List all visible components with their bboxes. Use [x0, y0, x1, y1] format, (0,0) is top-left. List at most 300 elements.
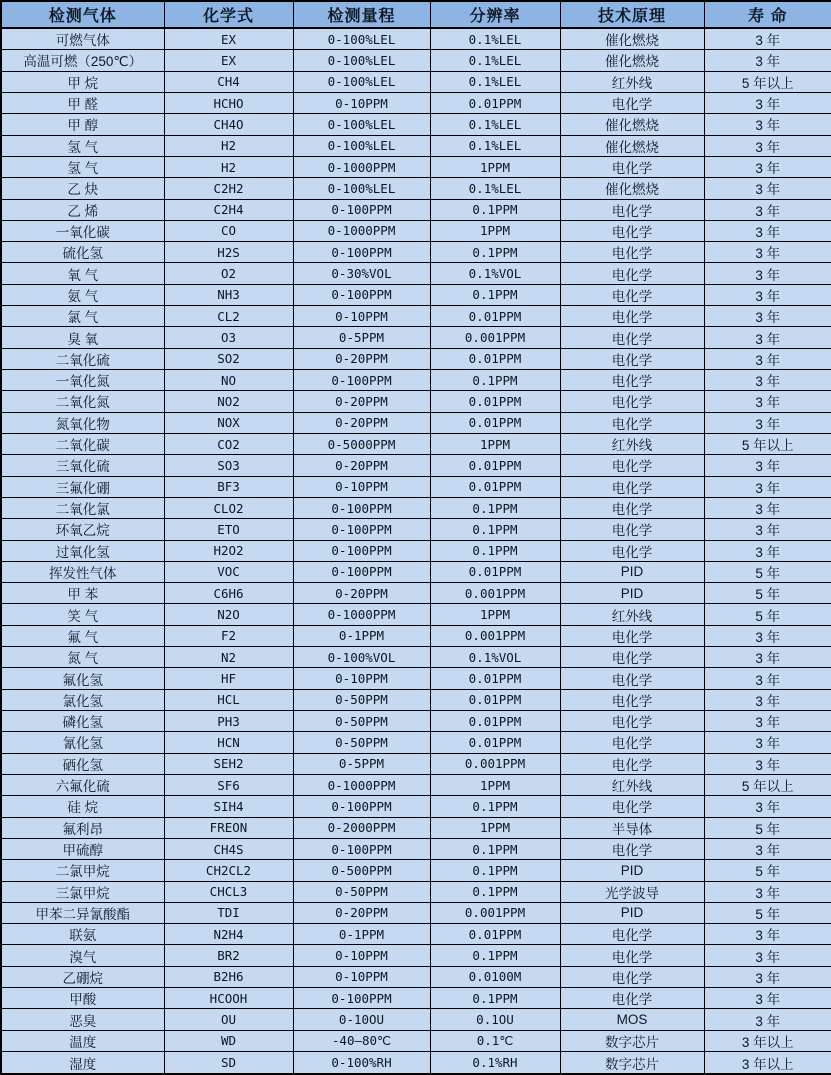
cell-gas-name: 氰化氢	[1, 732, 164, 753]
table-row	[1, 199, 831, 220]
cell-lifespan: 3 年	[704, 945, 831, 966]
cell-resolution: 0.1PPM	[430, 881, 560, 902]
cell-lifespan: 5 年	[704, 902, 831, 923]
cell-lifespan: 3 年	[704, 966, 831, 987]
cell-detection-range: 0-5000PPM	[293, 433, 430, 454]
cell-technology: 电化学	[560, 263, 704, 284]
table-row	[1, 50, 831, 71]
cell-lifespan: 3 年	[704, 753, 831, 774]
cell-gas-name: 联氨	[1, 924, 164, 945]
table-row	[1, 370, 831, 391]
table-row	[1, 966, 831, 987]
cell-technology: 催化燃烧	[560, 50, 704, 71]
cell-gas-name: 湿度	[1, 1052, 164, 1074]
table-row	[1, 114, 831, 135]
cell-lifespan: 3 年	[704, 178, 831, 199]
cell-lifespan: 3 年	[704, 476, 831, 497]
cell-gas-name: 甲 烷	[1, 71, 164, 92]
table-row	[1, 945, 831, 966]
table-row	[1, 902, 831, 923]
cell-technology: 电化学	[560, 284, 704, 305]
cell-detection-range: -40—80℃	[293, 1030, 430, 1051]
column-header-lifespan: 寿 命	[704, 1, 831, 28]
cell-gas-name: 甲酸	[1, 988, 164, 1009]
cell-chemical-formula: NH3	[164, 284, 293, 305]
cell-resolution: 0.1PPM	[430, 519, 560, 540]
cell-lifespan: 3 年	[704, 92, 831, 113]
cell-technology: 电化学	[560, 92, 704, 113]
cell-technology: 数字芯片	[560, 1030, 704, 1051]
cell-chemical-formula: SO2	[164, 348, 293, 369]
cell-resolution: 0.01PPM	[430, 732, 560, 753]
cell-chemical-formula: HCN	[164, 732, 293, 753]
cell-resolution: 0.1PPM	[430, 242, 560, 263]
cell-lifespan: 3 年	[704, 711, 831, 732]
cell-gas-name: 甲 苯	[1, 583, 164, 604]
cell-resolution: 1PPM	[430, 604, 560, 625]
cell-chemical-formula: EX	[164, 50, 293, 71]
cell-chemical-formula: NO	[164, 370, 293, 391]
cell-chemical-formula: CH4S	[164, 838, 293, 859]
cell-lifespan: 3 年	[704, 689, 831, 710]
cell-lifespan: 3 年	[704, 135, 831, 156]
table-row	[1, 711, 831, 732]
cell-gas-name: 甲硫醇	[1, 838, 164, 859]
cell-chemical-formula: EX	[164, 28, 293, 50]
cell-gas-name: 氟 气	[1, 625, 164, 646]
cell-lifespan: 3 年	[704, 519, 831, 540]
cell-gas-name: 温度	[1, 1030, 164, 1051]
table-row	[1, 838, 831, 859]
cell-detection-range: 0-100PPM	[293, 561, 430, 582]
cell-lifespan: 5 年	[704, 583, 831, 604]
cell-technology: 数字芯片	[560, 1052, 704, 1074]
cell-gas-name: 硒化氢	[1, 753, 164, 774]
cell-chemical-formula: ETO	[164, 519, 293, 540]
column-header-technology: 技术原理	[560, 1, 704, 28]
cell-technology: 电化学	[560, 796, 704, 817]
cell-gas-name: 挥发性气体	[1, 561, 164, 582]
cell-chemical-formula: O3	[164, 327, 293, 348]
cell-gas-name: 硅 烷	[1, 796, 164, 817]
table-row	[1, 988, 831, 1009]
cell-technology: 红外线	[560, 71, 704, 92]
cell-lifespan: 3 年	[704, 988, 831, 1009]
cell-technology: 红外线	[560, 774, 704, 795]
cell-gas-name: 三氯甲烷	[1, 881, 164, 902]
cell-lifespan: 3 年	[704, 796, 831, 817]
table-row	[1, 476, 831, 497]
cell-lifespan: 3 年	[704, 156, 831, 177]
cell-resolution: 0.1PPM	[430, 796, 560, 817]
cell-chemical-formula: BR2	[164, 945, 293, 966]
cell-detection-range: 0-100%LEL	[293, 178, 430, 199]
table-row	[1, 28, 831, 50]
cell-detection-range: 0-10PPM	[293, 306, 430, 327]
cell-chemical-formula: CLO2	[164, 497, 293, 518]
cell-chemical-formula: VOC	[164, 561, 293, 582]
cell-technology: 电化学	[560, 753, 704, 774]
cell-chemical-formula: BF3	[164, 476, 293, 497]
cell-technology: 电化学	[560, 966, 704, 987]
cell-detection-range: 0-5PPM	[293, 327, 430, 348]
cell-detection-range: 0-10OU	[293, 1009, 430, 1030]
cell-chemical-formula: N2	[164, 647, 293, 668]
cell-chemical-formula: CHCL3	[164, 881, 293, 902]
cell-technology: 电化学	[560, 711, 704, 732]
cell-lifespan: 3 年	[704, 220, 831, 241]
cell-detection-range: 0-100PPM	[293, 988, 430, 1009]
cell-technology: 电化学	[560, 988, 704, 1009]
cell-resolution: 0.01PPM	[430, 412, 560, 433]
cell-detection-range: 0-50PPM	[293, 711, 430, 732]
cell-lifespan: 3 年	[704, 263, 831, 284]
cell-technology: MOS	[560, 1009, 704, 1030]
cell-technology: 电化学	[560, 497, 704, 518]
cell-lifespan: 3 年	[704, 391, 831, 412]
cell-resolution: 0.01PPM	[430, 391, 560, 412]
table-row	[1, 817, 831, 838]
cell-detection-range: 0-20PPM	[293, 583, 430, 604]
cell-gas-name: 二氧化氯	[1, 497, 164, 518]
cell-resolution: 0.001PPM	[430, 753, 560, 774]
table-row	[1, 135, 831, 156]
cell-chemical-formula: B2H6	[164, 966, 293, 987]
table-row	[1, 561, 831, 582]
cell-resolution: 0.1%LEL	[430, 71, 560, 92]
cell-detection-range: 0-20PPM	[293, 455, 430, 476]
cell-lifespan: 5 年以上	[704, 774, 831, 795]
cell-detection-range: 0-100PPM	[293, 284, 430, 305]
table-row	[1, 1009, 831, 1030]
cell-resolution: 0.1PPM	[430, 945, 560, 966]
cell-resolution: 0.01PPM	[430, 92, 560, 113]
cell-gas-name: 氯 气	[1, 306, 164, 327]
cell-lifespan: 3 年	[704, 647, 831, 668]
cell-chemical-formula: SO3	[164, 455, 293, 476]
cell-detection-range: 0-100%LEL	[293, 28, 430, 50]
cell-resolution: 0.1%LEL	[430, 50, 560, 71]
cell-chemical-formula: NO2	[164, 391, 293, 412]
cell-technology: 电化学	[560, 455, 704, 476]
cell-technology: PID	[560, 902, 704, 923]
cell-detection-range: 0-30%VOL	[293, 263, 430, 284]
cell-chemical-formula: SIH4	[164, 796, 293, 817]
cell-lifespan: 5 年	[704, 604, 831, 625]
table-row	[1, 604, 831, 625]
table-row	[1, 178, 831, 199]
column-header-gas-name: 检测气体	[1, 1, 164, 28]
cell-lifespan: 3 年	[704, 412, 831, 433]
cell-resolution: 0.1PPM	[430, 540, 560, 561]
cell-chemical-formula: OU	[164, 1009, 293, 1030]
cell-technology: 电化学	[560, 668, 704, 689]
cell-resolution: 0.0100M	[430, 966, 560, 987]
cell-detection-range: 0-1000PPM	[293, 156, 430, 177]
cell-gas-name: 氢 气	[1, 135, 164, 156]
cell-resolution: 0.1PPM	[430, 838, 560, 859]
cell-chemical-formula: SD	[164, 1052, 293, 1074]
table-row	[1, 519, 831, 540]
cell-lifespan: 3 年	[704, 668, 831, 689]
cell-technology: 催化燃烧	[560, 114, 704, 135]
cell-detection-range: 0-1000PPM	[293, 220, 430, 241]
cell-technology: 催化燃烧	[560, 28, 704, 50]
cell-detection-range: 0-100%LEL	[293, 50, 430, 71]
cell-lifespan: 3 年	[704, 284, 831, 305]
cell-detection-range: 0-100PPM	[293, 796, 430, 817]
table-row	[1, 220, 831, 241]
cell-resolution: 0.01PPM	[430, 668, 560, 689]
cell-detection-range: 0-50PPM	[293, 689, 430, 710]
cell-gas-name: 一氧化碳	[1, 220, 164, 241]
cell-technology: 电化学	[560, 156, 704, 177]
cell-detection-range: 0-100%RH	[293, 1052, 430, 1074]
table-row	[1, 668, 831, 689]
cell-gas-name: 笑 气	[1, 604, 164, 625]
cell-chemical-formula: H2O2	[164, 540, 293, 561]
cell-resolution: 0.1PPM	[430, 284, 560, 305]
cell-resolution: 0.1OU	[430, 1009, 560, 1030]
cell-detection-range: 0-2000PPM	[293, 817, 430, 838]
cell-detection-range: 0-1000PPM	[293, 604, 430, 625]
cell-chemical-formula: CH2CL2	[164, 860, 293, 881]
cell-gas-name: 高温可燃（250℃）	[1, 50, 164, 71]
table-row	[1, 497, 831, 518]
cell-gas-name: 三氧化硫	[1, 455, 164, 476]
cell-gas-name: 二氯甲烷	[1, 860, 164, 881]
cell-lifespan: 3 年	[704, 50, 831, 71]
table-row	[1, 284, 831, 305]
cell-chemical-formula: C2H4	[164, 199, 293, 220]
cell-chemical-formula: WD	[164, 1030, 293, 1051]
cell-gas-name: 过氧化氢	[1, 540, 164, 561]
cell-resolution: 0.01PPM	[430, 348, 560, 369]
cell-technology: 电化学	[560, 412, 704, 433]
cell-technology: PID	[560, 583, 704, 604]
cell-technology: 电化学	[560, 647, 704, 668]
cell-gas-name: 甲 醇	[1, 114, 164, 135]
cell-resolution: 1PPM	[430, 220, 560, 241]
cell-chemical-formula: N2H4	[164, 924, 293, 945]
cell-technology: 光学波导	[560, 881, 704, 902]
cell-detection-range: 0-50PPM	[293, 881, 430, 902]
cell-detection-range: 0-100%LEL	[293, 71, 430, 92]
cell-gas-name: 三氟化硼	[1, 476, 164, 497]
cell-lifespan: 5 年	[704, 817, 831, 838]
table-row	[1, 391, 831, 412]
cell-lifespan: 3 年以上	[704, 1052, 831, 1074]
table-row	[1, 92, 831, 113]
cell-technology: 电化学	[560, 924, 704, 945]
cell-chemical-formula: PH3	[164, 711, 293, 732]
cell-gas-name: 恶臭	[1, 1009, 164, 1030]
cell-technology: PID	[560, 561, 704, 582]
cell-detection-range: 0-50PPM	[293, 732, 430, 753]
cell-technology: 电化学	[560, 327, 704, 348]
cell-gas-name: 硫化氢	[1, 242, 164, 263]
cell-gas-name: 环氧乙烷	[1, 519, 164, 540]
cell-chemical-formula: SEH2	[164, 753, 293, 774]
cell-chemical-formula: TDI	[164, 902, 293, 923]
cell-technology: PID	[560, 860, 704, 881]
cell-detection-range: 0-1PPM	[293, 924, 430, 945]
table-row	[1, 71, 831, 92]
cell-gas-name: 可燃气体	[1, 28, 164, 50]
table-row	[1, 689, 831, 710]
cell-resolution: 0.01PPM	[430, 689, 560, 710]
cell-detection-range: 0-10PPM	[293, 945, 430, 966]
cell-detection-range: 0-20PPM	[293, 348, 430, 369]
cell-resolution: 1PPM	[430, 774, 560, 795]
cell-resolution: 0.1%VOL	[430, 647, 560, 668]
cell-chemical-formula: F2	[164, 625, 293, 646]
table-row	[1, 1052, 831, 1074]
cell-lifespan: 3 年	[704, 732, 831, 753]
cell-resolution: 0.1PPM	[430, 860, 560, 881]
cell-gas-name: 甲苯二异氰酸酯	[1, 902, 164, 923]
cell-resolution: 0.01PPM	[430, 455, 560, 476]
cell-technology: 电化学	[560, 540, 704, 561]
cell-gas-name: 氮 气	[1, 647, 164, 668]
table-row	[1, 924, 831, 945]
cell-resolution: 1PPM	[430, 817, 560, 838]
cell-resolution: 0.1PPM	[430, 199, 560, 220]
table-row	[1, 433, 831, 454]
cell-lifespan: 3 年	[704, 370, 831, 391]
cell-chemical-formula: HF	[164, 668, 293, 689]
cell-chemical-formula: CL2	[164, 306, 293, 327]
table-row	[1, 455, 831, 476]
cell-detection-range: 0-1PPM	[293, 625, 430, 646]
cell-lifespan: 3 年	[704, 28, 831, 50]
column-header-chemical-formula: 化学式	[164, 1, 293, 28]
cell-lifespan: 5 年	[704, 860, 831, 881]
cell-chemical-formula: H2S	[164, 242, 293, 263]
cell-lifespan: 3 年	[704, 114, 831, 135]
cell-technology: 电化学	[560, 476, 704, 497]
cell-lifespan: 3 年	[704, 348, 831, 369]
cell-detection-range: 0-100PPM	[293, 370, 430, 391]
cell-lifespan: 5 年以上	[704, 71, 831, 92]
cell-lifespan: 3 年	[704, 1009, 831, 1030]
cell-gas-name: 臭 氧	[1, 327, 164, 348]
cell-technology: 催化燃烧	[560, 135, 704, 156]
cell-technology: 红外线	[560, 433, 704, 454]
cell-resolution: 0.1%LEL	[430, 28, 560, 50]
table-row	[1, 327, 831, 348]
cell-technology: 红外线	[560, 604, 704, 625]
cell-technology: 半导体	[560, 817, 704, 838]
cell-lifespan: 3 年	[704, 199, 831, 220]
cell-gas-name: 乙 炔	[1, 178, 164, 199]
cell-lifespan: 3 年	[704, 497, 831, 518]
cell-resolution: 0.001PPM	[430, 583, 560, 604]
cell-detection-range: 0-20PPM	[293, 391, 430, 412]
table-row	[1, 263, 831, 284]
cell-chemical-formula: NOX	[164, 412, 293, 433]
cell-resolution: 0.001PPM	[430, 902, 560, 923]
cell-gas-name: 溴气	[1, 945, 164, 966]
cell-detection-range: 0-100PPM	[293, 519, 430, 540]
table-row	[1, 1030, 831, 1051]
cell-detection-range: 0-100%VOL	[293, 647, 430, 668]
table-row	[1, 647, 831, 668]
cell-gas-name: 氯化氢	[1, 689, 164, 710]
cell-detection-range: 0-5PPM	[293, 753, 430, 774]
cell-lifespan: 3 年	[704, 924, 831, 945]
cell-chemical-formula: H2	[164, 156, 293, 177]
cell-lifespan: 3 年以上	[704, 1030, 831, 1051]
cell-technology: 电化学	[560, 945, 704, 966]
cell-resolution: 0.01PPM	[430, 476, 560, 497]
cell-resolution: 0.1%RH	[430, 1052, 560, 1074]
cell-detection-range: 0-1000PPM	[293, 774, 430, 795]
table-body	[1, 28, 831, 1074]
cell-detection-range: 0-500PPM	[293, 860, 430, 881]
cell-resolution: 1PPM	[430, 433, 560, 454]
table-row	[1, 348, 831, 369]
table-row	[1, 583, 831, 604]
cell-chemical-formula: H2	[164, 135, 293, 156]
cell-detection-range: 0-10PPM	[293, 966, 430, 987]
cell-lifespan: 3 年	[704, 625, 831, 646]
table-row	[1, 540, 831, 561]
cell-resolution: 0.01PPM	[430, 306, 560, 327]
cell-gas-name: 氧 气	[1, 263, 164, 284]
cell-technology: 电化学	[560, 306, 704, 327]
cell-resolution: 0.01PPM	[430, 924, 560, 945]
cell-resolution: 0.1℃	[430, 1030, 560, 1051]
table-row	[1, 306, 831, 327]
table-row	[1, 774, 831, 795]
cell-resolution: 0.01PPM	[430, 711, 560, 732]
cell-gas-name: 一氧化氮	[1, 370, 164, 391]
table-row	[1, 242, 831, 263]
cell-detection-range: 0-20PPM	[293, 902, 430, 923]
table-row	[1, 156, 831, 177]
cell-gas-name: 氮氧化物	[1, 412, 164, 433]
table-row	[1, 753, 831, 774]
cell-detection-range: 0-100PPM	[293, 199, 430, 220]
cell-gas-name: 氟利昂	[1, 817, 164, 838]
cell-lifespan: 5 年	[704, 561, 831, 582]
cell-detection-range: 0-10PPM	[293, 476, 430, 497]
cell-technology: 电化学	[560, 519, 704, 540]
cell-gas-name: 甲 醛	[1, 92, 164, 113]
cell-gas-name: 六氟化硫	[1, 774, 164, 795]
cell-resolution: 0.1PPM	[430, 370, 560, 391]
header-row	[1, 1, 831, 28]
cell-resolution: 0.1%LEL	[430, 178, 560, 199]
cell-detection-range: 0-100%LEL	[293, 114, 430, 135]
cell-chemical-formula: C2H2	[164, 178, 293, 199]
cell-lifespan: 5 年以上	[704, 433, 831, 454]
cell-chemical-formula: CH4O	[164, 114, 293, 135]
cell-lifespan: 3 年	[704, 327, 831, 348]
cell-gas-name: 二氧化硫	[1, 348, 164, 369]
cell-detection-range: 0-100PPM	[293, 540, 430, 561]
cell-gas-name: 乙硼烷	[1, 966, 164, 987]
cell-technology: 电化学	[560, 370, 704, 391]
cell-resolution: 0.1PPM	[430, 988, 560, 1009]
table-row	[1, 732, 831, 753]
cell-gas-name: 氟化氢	[1, 668, 164, 689]
cell-chemical-formula: CH4	[164, 71, 293, 92]
cell-chemical-formula: HCL	[164, 689, 293, 710]
cell-detection-range: 0-10PPM	[293, 668, 430, 689]
cell-technology: 电化学	[560, 391, 704, 412]
